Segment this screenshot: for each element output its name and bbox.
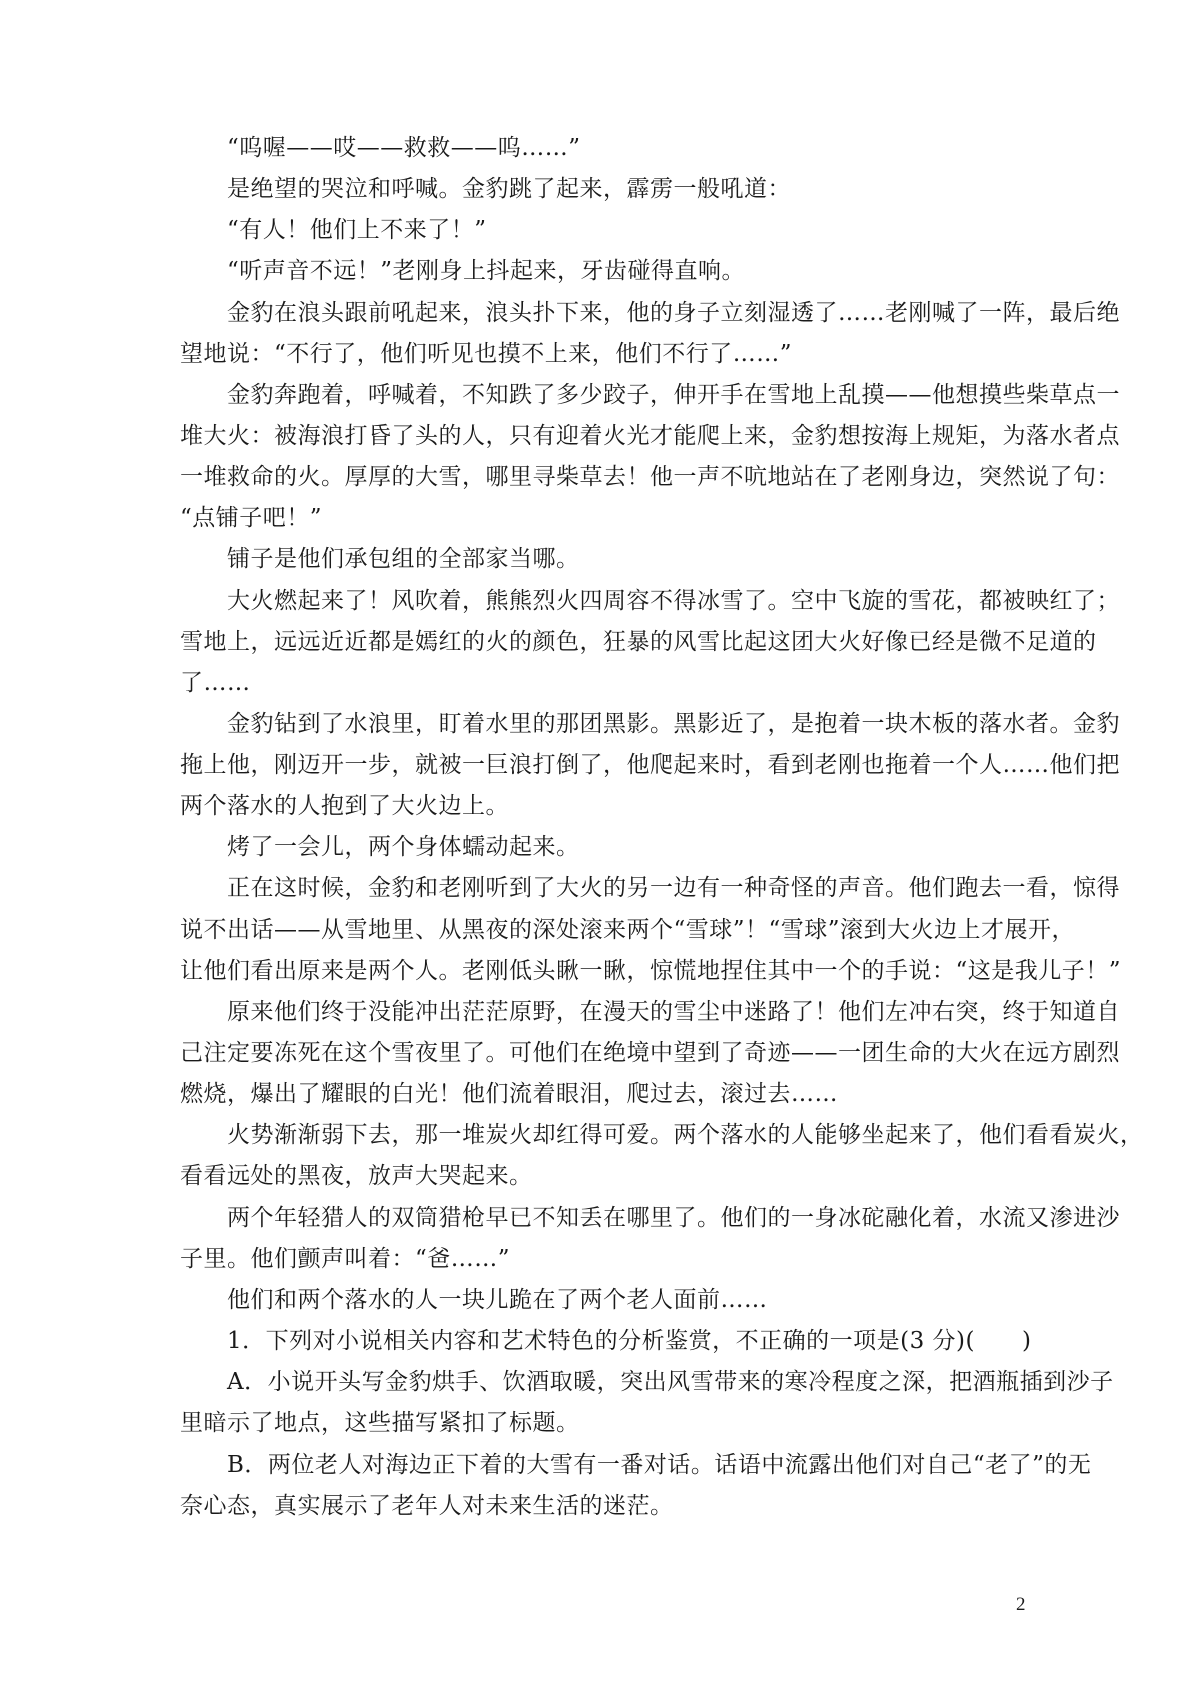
text-line: 两个年轻猎人的双筒猎枪早已不知丢在哪里了。他们的一身冰砣融化着，水流又渗进沙 xyxy=(180,1205,1120,1231)
text-line: 火势渐渐弱下去，那一堆炭火却红得可爱。两个落水的人能够坐起来了，他们看看炭火， xyxy=(180,1122,1144,1148)
text-line: 说不出话——从雪地里、从黑夜的深处滚来两个“雪球”！“雪球”滚到大火边上才展开， xyxy=(180,917,1076,943)
page-number: 2 xyxy=(1016,1594,1026,1615)
text-line: 金豹奔跑着，呼喊着，不知跌了多少跤子，伸开手在雪地上乱摸——他想摸些柴草点一 xyxy=(180,382,1120,408)
text-line: 烤了一会儿，两个身体蠕动起来。 xyxy=(180,834,580,860)
text-line: 拖上他，刚迈开一步，就被一巨浪打倒了，他爬起来时，看到老刚也拖着一个人……他们把 xyxy=(180,752,1120,778)
text-line: 一堆救命的火。厚厚的大雪，哪里寻柴草去！他一声不吭地站在了老刚身边，突然说了句： xyxy=(180,464,1120,490)
text-line: 金豹在浪头跟前吼起来，浪头扑下来，他的身子立刻湿透了……老刚喊了一阵，最后绝 xyxy=(180,300,1120,326)
text-line: “呜喔——哎——救救——呜……” xyxy=(180,135,581,161)
text-line: 正在这时候，金豹和老刚听到了大火的另一边有一种奇怪的声音。他们跑去一看，惊得 xyxy=(180,875,1120,901)
text-line: 铺子是他们承包组的全部家当哪。 xyxy=(180,546,580,572)
text-line: 两个落水的人抱到了大火边上。 xyxy=(180,793,509,819)
text-line: 燃烧，爆出了耀眼的白光！他们流着眼泪，爬过去，滚过去…… xyxy=(180,1081,838,1107)
text-line: 望地说：“不行了，他们听见也摸不上来，他们不行了……” xyxy=(180,341,793,367)
question-line: 1．下列对小说相关内容和艺术特色的分析鉴赏，不正确的一项是(3 分)( ) xyxy=(180,1328,1032,1354)
text-line: 原来他们终于没能冲出茫茫原野，在漫天的雪尘中迷路了！他们左冲右突，终于知道自 xyxy=(180,999,1120,1025)
text-line: “点铺子吧！” xyxy=(180,505,323,531)
text-line: 让他们看出原来是两个人。老刚低头瞅一瞅，惊慌地捏住其中一个的手说：“这是我儿子！” xyxy=(180,958,1122,984)
text-line: 雪地上，远远近近都是嫣红的火的颜色，狂暴的风雪比起这团大火好像已经是微不足道的 xyxy=(180,629,1097,655)
option-line: A．小说开头写金豹烘手、饮酒取暖，突出风雪带来的寒冷程度之深，把酒瓶插到沙子 xyxy=(180,1369,1114,1395)
text-line: “听声音不远！”老刚身上抖起来，牙齿碰得直响。 xyxy=(180,258,746,284)
text-line: 是绝望的哭泣和呼喊。金豹跳了起来，霹雳一般吼道： xyxy=(180,176,791,202)
text-line: 他们和两个落水的人一块儿跪在了两个老人面前…… xyxy=(180,1287,768,1313)
text-line: 己注定要冻死在这个雪夜里了。可他们在绝境中望到了奇迹——一团生命的大火在远方剧烈 xyxy=(180,1040,1120,1066)
text-line: 大火燃起来了！风吹着，熊熊烈火四周容不得冰雪了。空中飞旋的雪花，都被映红了； xyxy=(180,588,1120,614)
text-line: 看看远处的黑夜，放声大哭起来。 xyxy=(180,1163,533,1189)
text-line: 金豹钻到了水浪里，盯着水里的那团黑影。黑影近了，是抱着一块木板的落水者。金豹 xyxy=(180,711,1120,737)
text-line: 了…… xyxy=(180,670,251,696)
option-line: 里暗示了地点，这些描写紧扣了标题。 xyxy=(180,1410,580,1436)
option-line: 奈心态，真实展示了老年人对未来生活的迷茫。 xyxy=(180,1493,674,1519)
text-line: “有人！他们上不来了！” xyxy=(180,217,487,243)
text-line: 子里。他们颤声叫着：“爸……” xyxy=(180,1246,511,1272)
option-line: B．两位老人对海边正下着的大雪有一番对话。话语中流露出他们对自己“老了”的无 xyxy=(180,1452,1092,1478)
text-line: 堆大火：被海浪打昏了头的人，只有迎着火光才能爬上来，金豹想按海上规矩，为落水者点 xyxy=(180,423,1120,449)
